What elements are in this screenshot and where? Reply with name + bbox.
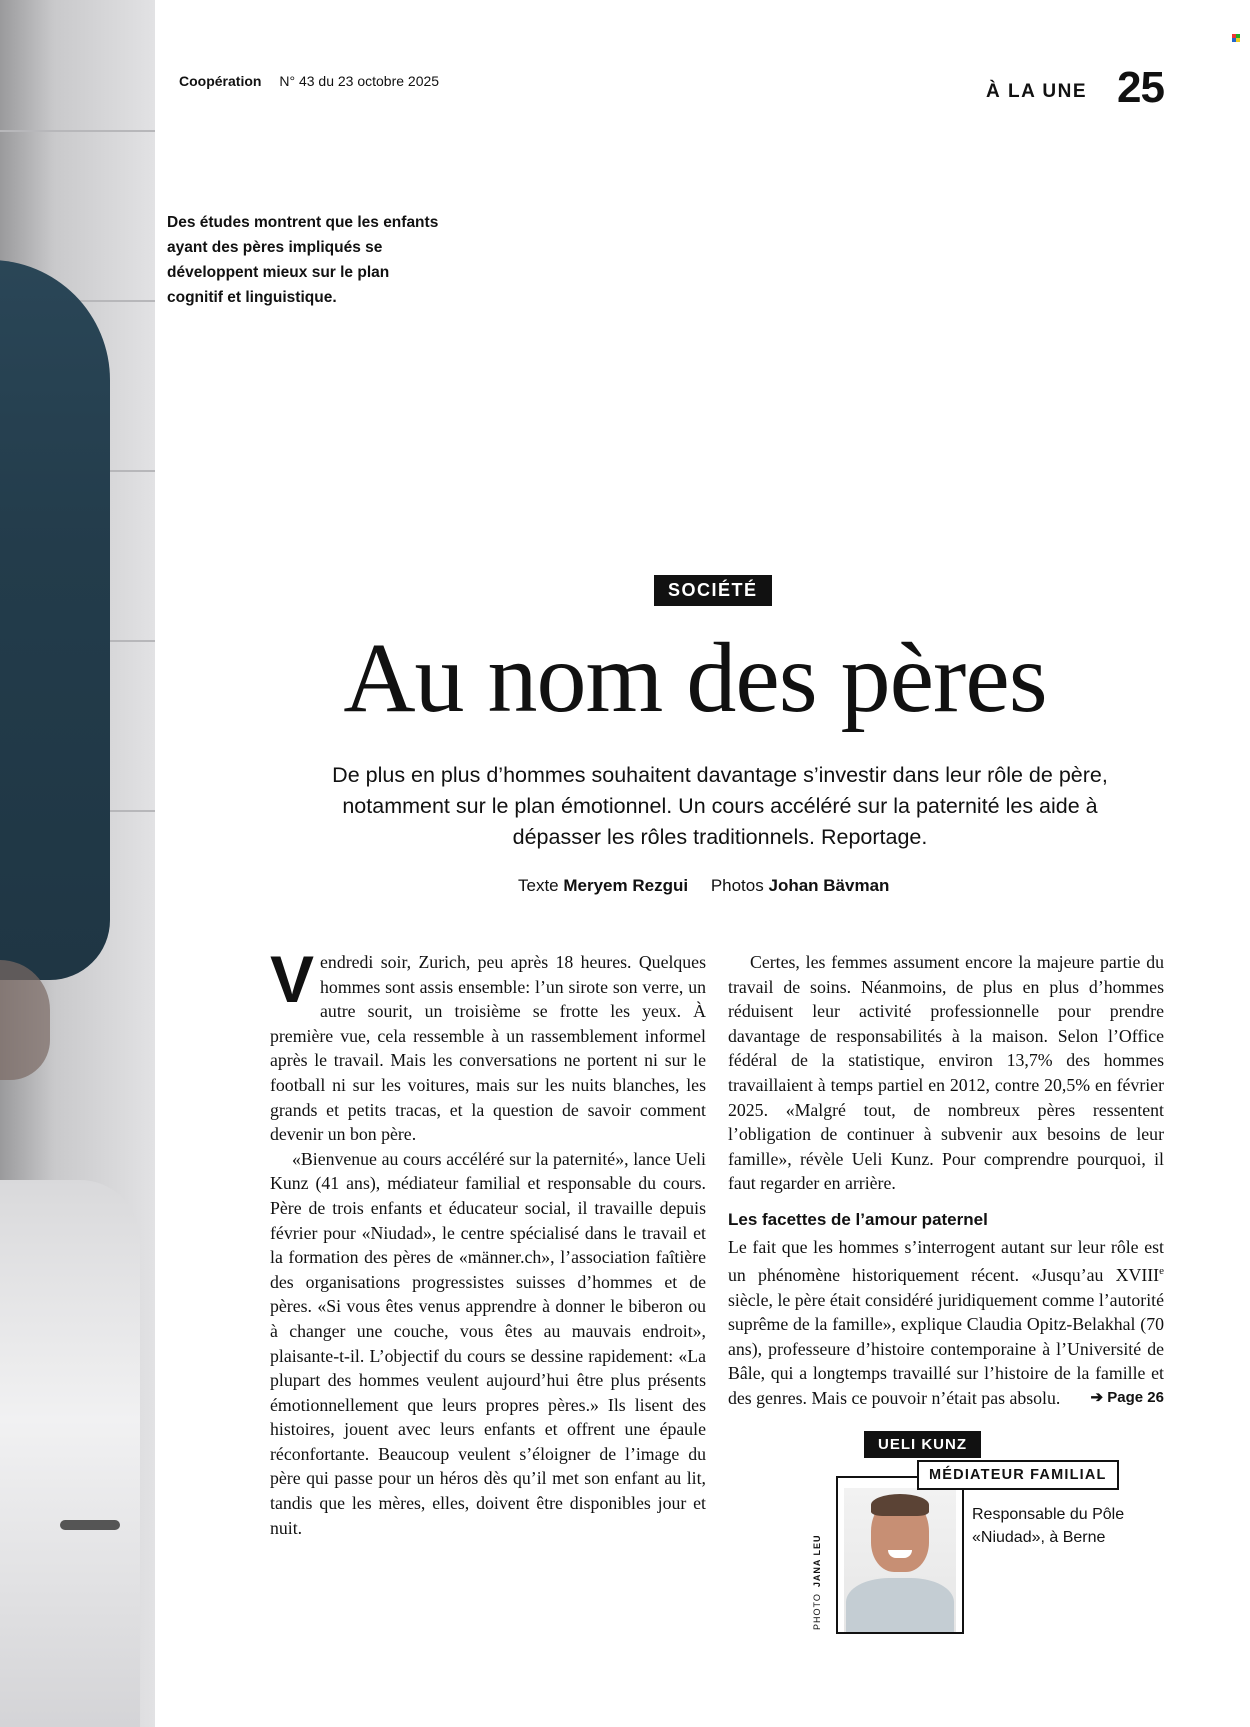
photo-caption: Des études montrent que les enfants ayant des pères impliqués se développent mieux sur le plan cognitif et linguistique.: [167, 214, 439, 306]
section-tag: SOCIÉTÉ: [654, 575, 772, 606]
color-registration-mark: [1232, 34, 1240, 42]
paragraph: [270, 942, 706, 1147]
page-header-left: [179, 73, 439, 89]
paragraph-text: endredi soir, Zurich, peu après 18 heures. Quelques hommes sont assis ensemble: l’un sirote son verre, un autre sourit, un troisième se frotte les yeux. À première vue, cela ressemble à un rassemblement informel après le travail. Mais les conversations ne portent ni sur le football ni sur les voitures, mais sur les nuits blanches, les grands et petits tracas, et la question de savoir comment devenir un bon père.: [270, 952, 706, 1145]
profile-photo-frame: [836, 1476, 964, 1634]
paragraph-text: Le fait que les hommes s’interrogent autant sur leur rôle est un phénomène historiquement récent. «Jusqu’au XVIII: [728, 1236, 1164, 1286]
article-standfirst: De plus en plus d’hommes souhaitent davantage s’investir dans leur rôle de père, notamment sur le plan émotionnel. Un cours accéléré sur la paternité les aide à dépasser les rôles traditionnels. Reportage.: [332, 763, 1108, 849]
profile-role: MÉDIATEUR FAMILIAL: [917, 1460, 1119, 1490]
issue-info: N° 43 du 23 octobre 2025: [279, 73, 440, 89]
byline-author: Meryem Rezgui: [563, 876, 689, 895]
continued-page-link[interactable]: ➔ Page 26: [1090, 1389, 1164, 1407]
cover-photo: [0, 0, 155, 1727]
photo-sleeve: [0, 260, 110, 980]
paragraph: Certes, les femmes assument encore la majeure partie du travail de soins. Néanmoins, de plus en plus d’hommes réduisent leur activité professionnelle pour prendre davantage de responsabilités à la maison. Selon l’Office fédéral de la statistique, environ 13,7% des hommes travaillaient à temps partiel en 2012, contre 20,5% en février 2025. «Malgré tout, de nombreux pères ressentent l’obligation de continuer à subvenir aux besoins de leur famille», révèle Ueli Kunz. Pour comprendre pourquoi, il faut regarder en arrière.: [728, 952, 1164, 1194]
photo-sink: [0, 1180, 140, 1727]
photo-credit-name: JANA LEU: [812, 1534, 822, 1588]
photo-credit: [812, 1534, 822, 1630]
byline: [518, 876, 907, 896]
profile-description: Responsable du Pôle «Niudad», à Berne: [972, 1506, 1125, 1546]
superscript: e: [1159, 1265, 1164, 1278]
photo-credit-label: PHOTO: [812, 1593, 822, 1630]
paragraph: «Bienvenue au cours accéléré sur la paternité», lance Ueli Kunz (41 ans), médiateur familial et responsable du cours. Père de trois enfants et éducateur social, il travaille depuis février pour «Niudad», le centre spécialisé dans le travail et la formation des pères de «männer.ch», l’association faîtière des organisations progressistes suisses d’hommes et de pères. «Si vous êtes venus apprendre à donner le biberon ou à changer une couche, vous êtes au mauvais endroit», plaisante-t-il. L’objectif du cours se dessine rapidement: «La plupart des hommes veulent aujourd’hui être plus présents émotionnellement que leurs propres pères.» Ils lisent des histoires, jouent avec leurs enfants et offrent une épaule réconfortante. Beaucoup veulent s’éloigner de l’image du père qui passe pour un héros dès qu’il met son enfant au lit, tandis que les mères, elles, doivent être disponibles jour et nuit.: [270, 1148, 706, 1538]
paragraph: [728, 1235, 1164, 1411]
byline-photographer: Johan Bävman: [768, 876, 890, 895]
page-number: 25: [1117, 63, 1164, 112]
drop-cap: V: [270, 942, 315, 1016]
byline-text-label: Texte: [518, 876, 559, 895]
profile-portrait: [844, 1488, 956, 1632]
byline-photos-label: Photos: [710, 876, 764, 895]
profile-name: UELI KUNZ: [864, 1431, 981, 1458]
publication-name: Coopération: [179, 73, 262, 89]
section-rubric: À LA UNE: [986, 81, 1088, 102]
subheading: Les facettes de l’amour paternel: [728, 1209, 988, 1229]
photo-drain: [60, 1520, 120, 1530]
article-column-1: [270, 942, 706, 1540]
article-column-2: [728, 950, 1164, 1411]
article-title: Au nom des pères: [343, 622, 1047, 733]
page-header-right: [986, 63, 1164, 112]
paragraph-text: siècle, le père était considéré juridiquement comme l’autorité suprême de la famille», explique Claudia Opitz-Belakhal (70 ans), professeure d’histoire contemporaine à l’Université de Bâle, qui a longtemps travaillé sur l’histoire de la famille et des genres. Mais ce pouvoir n’était pas absolu.: [728, 1289, 1164, 1409]
